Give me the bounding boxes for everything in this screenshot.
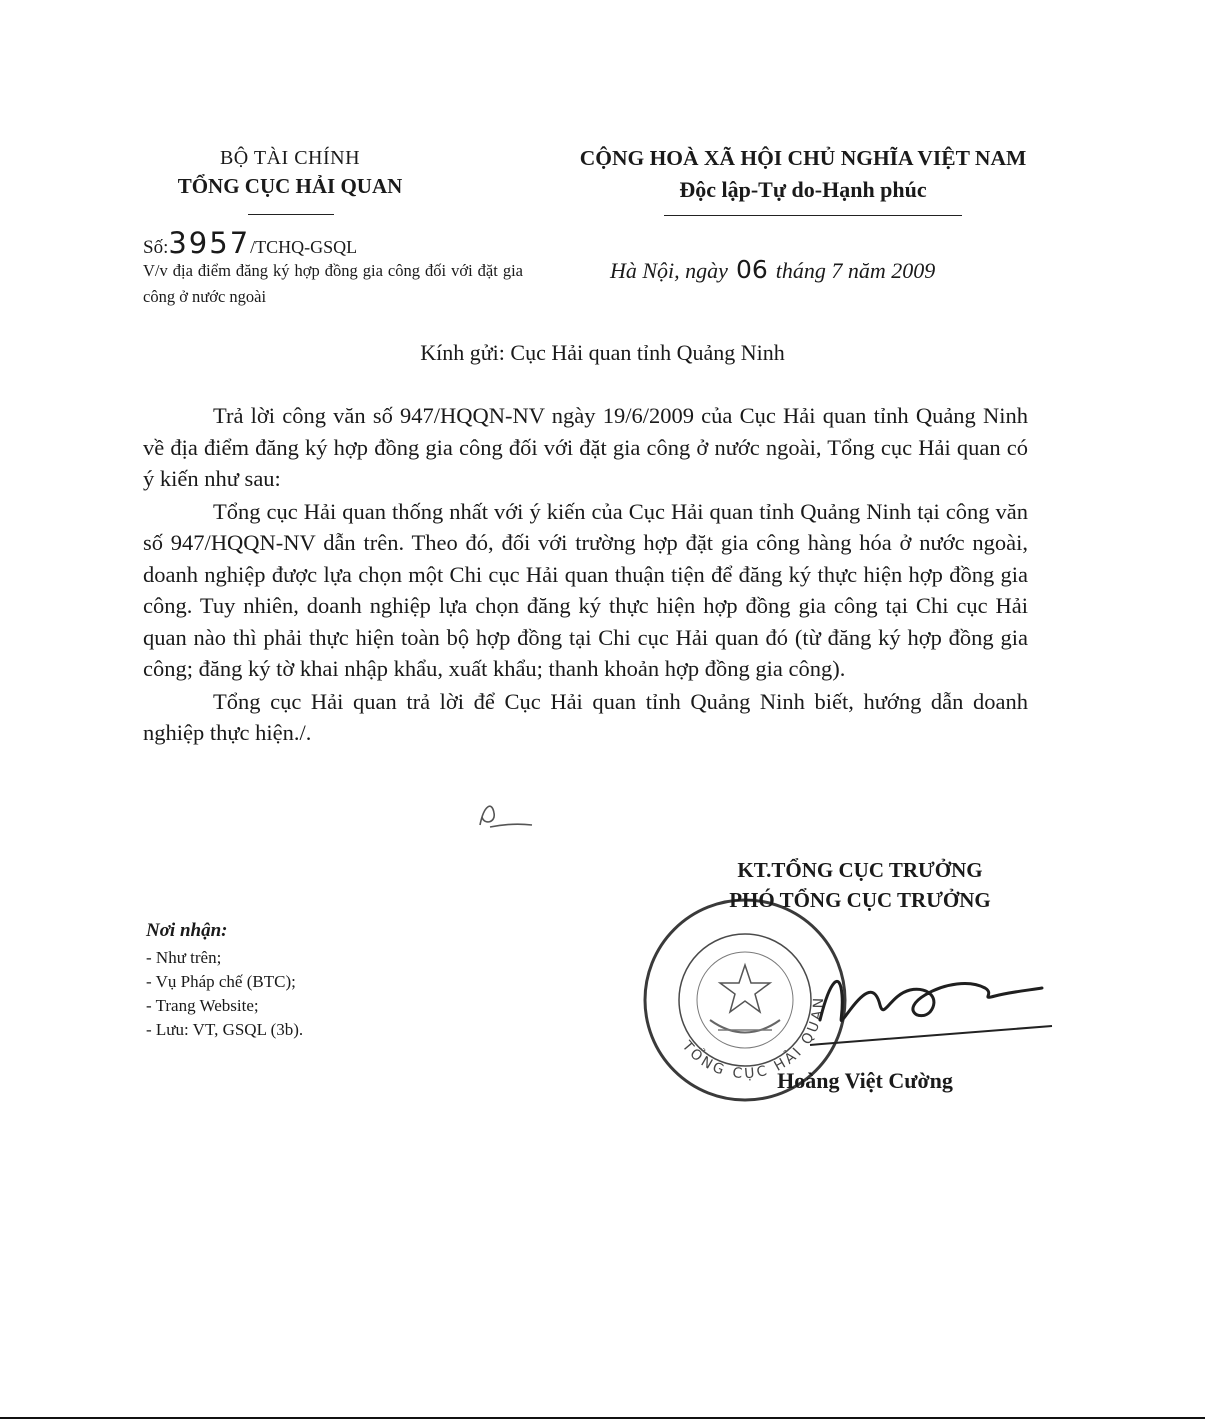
nation-motto: Độc lập-Tự do-Hạnh phúc [679,177,927,202]
date-suffix: tháng 7 năm 2009 [775,258,936,283]
list-item: - Lưu: VT, GSQL (3b). [146,1020,304,1039]
recipients-list [146,946,303,1042]
date-day: 06 [735,255,768,284]
document-subject: V/v địa điểm đăng ký hợp đồng gia công đối với đặt gia công ở nước ngoài [143,261,523,306]
handwritten-initials [470,795,540,840]
signature-title-secondary: PHÓ TỔNG CỤC TRƯỞNG [729,888,991,912]
list-item: - Vụ Pháp chế (BTC); [146,972,296,991]
document-date [610,255,1040,284]
agency-parent: BỘ TÀI CHÍNH [219,147,361,169]
body-paragraph: Tổng cục Hải quan thống nhất với ý kiến của Cục Hải quan tỉnh Quảng Ninh tại công văn số 947/HQQN-NV dẫn trên. Theo đó, đối với trường hợp đặt gia công hàng hóa ở nước ngoài, doanh nghiệp được lựa chọn một Chi cục Hải quan thuận tiện để đăng ký thực hiện hợp đồng gia công. Tuy nhiên, doanh nghiệp lựa chọn đăng ký thực hiện hợp đồng gia công tại Chi cục Hải quan nào thì phải thực hiện toàn bộ hợp đồng tại Chi cục Hải quan đó (từ đăng ký hợp đồng gia công; đăng ký tờ khai nhập khẩu, xuất khẩu; thanh khoản hợp đồng gia công). [143,498,1028,681]
document-number-suffix: /TCHQ-GSQL [250,237,358,257]
recipients-heading: Nơi nhận: [146,920,228,941]
letter-body [143,400,1028,750]
list-item: - Như trên; [146,948,222,967]
seal-text: TỔNG CỤC HẢI QUAN [678,994,828,1083]
nation-name: CỘNG HOÀ XÃ HỘI CHỦ NGHĨA VIỆT NAM [579,146,1027,170]
header-left-rule [248,214,334,215]
document-number-label: Số: [143,237,169,258]
signature-title-primary: KT.TỔNG CỤC TRƯỞNG [737,858,983,882]
list-item: - Trang Website; [146,996,259,1015]
document-number-value: 3957 [168,226,251,260]
date-prefix: Hà Nội, ngày [610,258,728,283]
header-right-rule [664,215,962,216]
body-paragraph: Trả lời công văn số 947/HQQN-NV ngày 19/6/2009 của Cục Hải quan tỉnh Quảng Ninh về địa điểm đăng ký hợp đồng gia công đối với đặt gia công ở nước ngoài, Tổng cục Hải quan có ý kiến như sau: [143,403,1028,491]
agency-name: TỔNG CỤC HẢI QUAN [177,174,403,198]
document-number [143,226,357,260]
signer-name: Hoàng Việt Cường [777,1068,953,1093]
handwritten-signature [780,950,1060,1060]
recipient-line: Kính gửi: Cục Hải quan tỉnh Quảng Ninh [420,340,785,365]
body-paragraph: Tổng cục Hải quan trả lời để Cục Hải quan tỉnh Quảng Ninh biết, hướng dẫn doanh nghiệp thực hiện./. [143,688,1028,745]
page-bottom-edge [0,1417,1205,1419]
